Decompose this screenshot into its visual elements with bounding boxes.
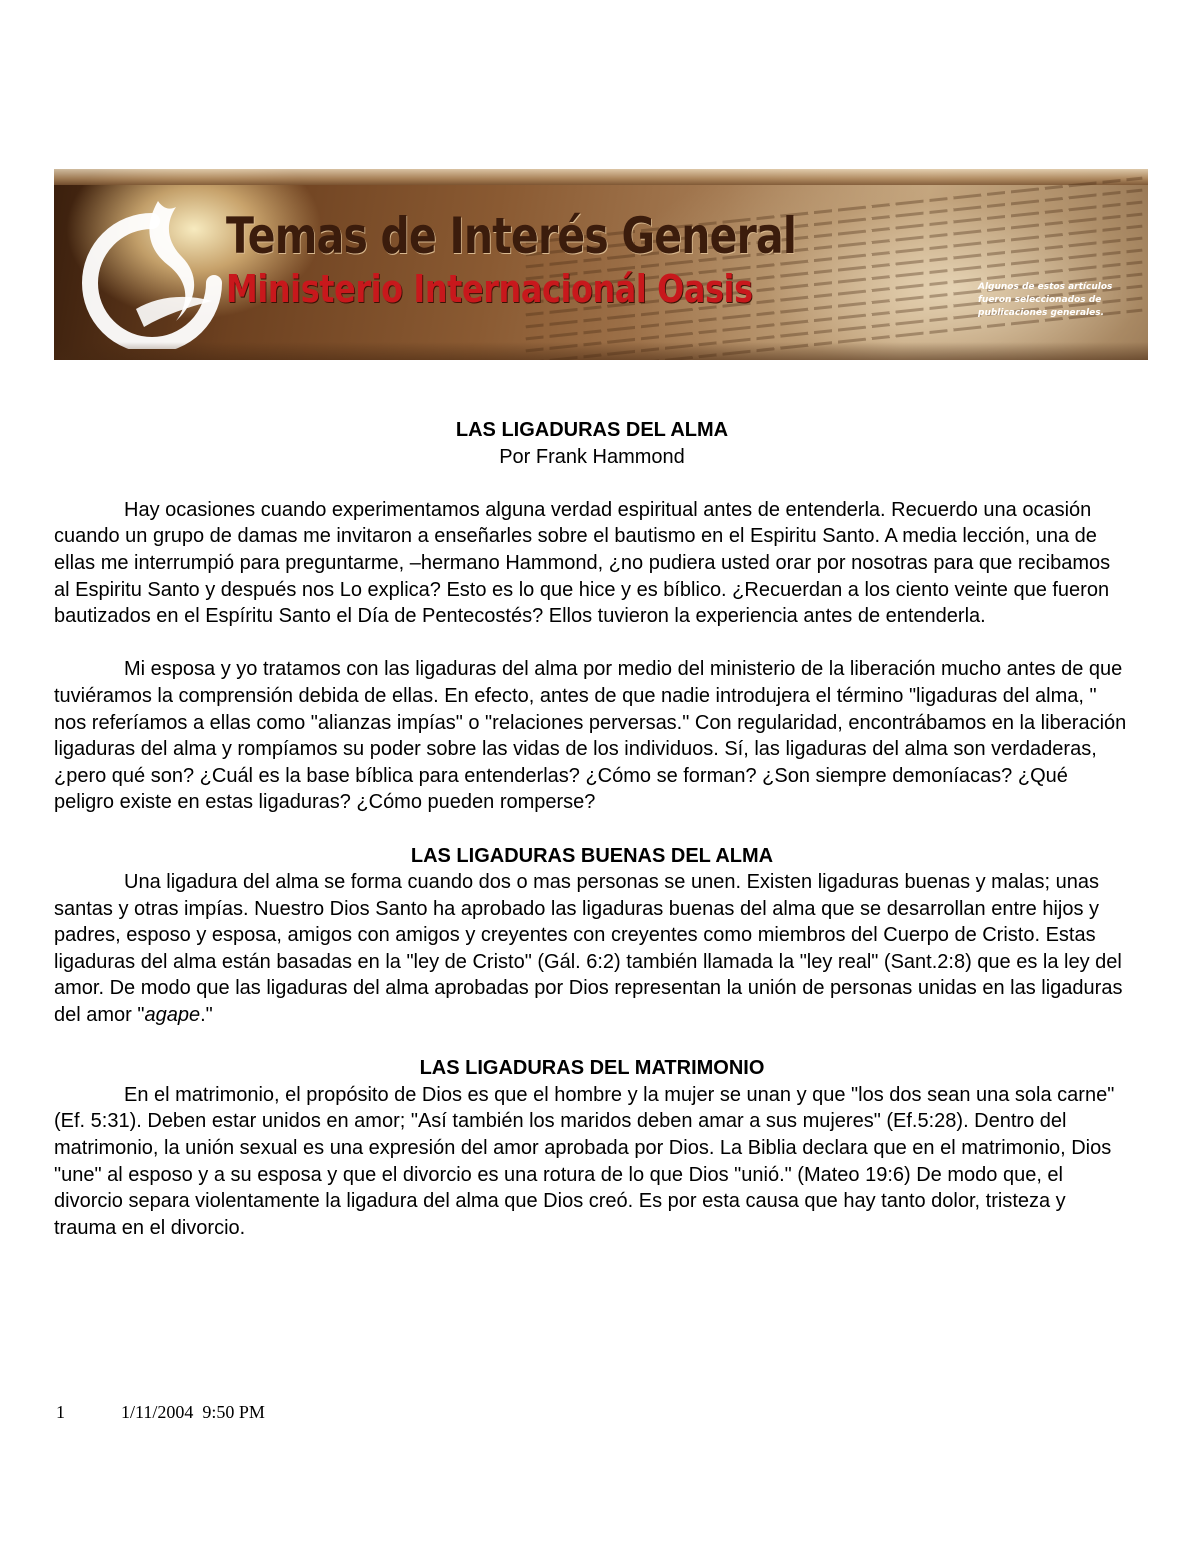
article-title: LAS LIGADURAS DEL ALMA [455, 419, 729, 441]
page-footer [56, 1402, 265, 1423]
section-heading-marriage: LAS LIGADURAS DEL MATRIMONIO [419, 1057, 765, 1080]
section-heading-good-ties: LAS LIGADURAS BUENAS DEL ALMA [410, 844, 774, 867]
paragraph-good-ties [54, 869, 1130, 1029]
good-ties-text: Una ligadura del alma se forma cuando dos o mas personas se unen. Existen ligaduras buenas y malas; unas santas y otras impías. Nuestro Dios Santo ha aprobado las ligaduras buenas del alma que se desarrollan entre hijos y padres, esposo y esposa, amigos con amigos y creyentes con creyentes como miembros del Cuerpo de Cristo. Estas ligaduras del alma están basadas en la "ley de Cristo" (Gál. 6:2) también llamada la "ley real" (Sant.2:8) que es la ley del amor. De modo que las ligaduras del alma aprobadas por Dios representan la unión de personas unidas en las ligaduras del amor " [54, 871, 1123, 1027]
article-body [54, 417, 1130, 1241]
banner-subtitle: Ministerio Internacionál Oasis [226, 267, 753, 311]
footer-datetime: 1/11/2004 9:50 PM [121, 1402, 265, 1422]
banner-title: Temas de Interés General [226, 207, 797, 265]
header-banner [54, 169, 1148, 360]
good-ties-text-end: ." [200, 1004, 213, 1027]
article-byline: Por Frank Hammond [499, 445, 685, 468]
paragraph-marriage: En el matrimonio, el propósito de Dios es que el hombre y la mujer se unan y que "los dos sean una sola carne" (Ef. 5:31). Deben estar unidos en amor; "Así también los maridos deben amar a sus mujeres" (Ef.5:28). Dentro del matrimonio, la unión sexual es una expresión del amor aprobada por Dios. La Biblia declara que en el matrimonio, Dios "une" al esposo y a su esposa y que el divorcio es una rotura de lo que Dios "unió." (Mateo 19:6) De modo que, el divorcio separa violentamente la ligadura del alma que Dios creó. Es por esta causa que hay tanto dolor, tristeza y trauma en el divorcio. [54, 1083, 1115, 1239]
page-number: 1 [56, 1402, 65, 1422]
agape-emphasis: agape [144, 1004, 201, 1027]
oasis-dove-logo [72, 189, 232, 349]
paragraph-questions: Mi esposa y yo tratamos con las ligaduras del alma por medio del ministerio de la liberación mucho antes de que tuviéramos la comprensión debida de ellas. En efecto, antes de que nadie introdujera el término "ligaduras del alma, " nos referíamos a ellas como "alianzas impías" o "relaciones perversas." Con regularidad, encontrábamos en la liberación ligaduras del alma y rompíamos su poder sobre las vidas de los individuos. Sí, las ligaduras del alma son verdaderas, ¿pero qué son? ¿Cuál es la base bíblica para entenderlas? ¿Cómo se forman? ¿Son siempre demoníacas? ¿Qué peligro existe en estas ligaduras? ¿Cómo pueden romperse? [54, 658, 1127, 814]
banner-note: Algunos de estos artículos fueron seleccionados de publicaciones generales. [978, 282, 1113, 318]
paragraph-intro: Hay ocasiones cuando experimentamos alguna verdad espiritual antes de entenderla. Recuerdo una ocasión cuando un grupo de damas me invitaron a enseñarles sobre el bautismo en el Espiritu Santo. A media lección, una de ellas me interrumpió para preguntarme, –hermano Hammond, ¿no pudiera usted orar por nosotras para que recibamos al Espiritu Santo y después nos Lo explica? Esto es lo que hice y es bíblico. ¿Recuerdan a los ciento veinte que fueron bautizados en el Espíritu Santo el Día de Pentecostés? Ellos tuvieron la experiencia antes de entenderla. [54, 498, 1111, 628]
